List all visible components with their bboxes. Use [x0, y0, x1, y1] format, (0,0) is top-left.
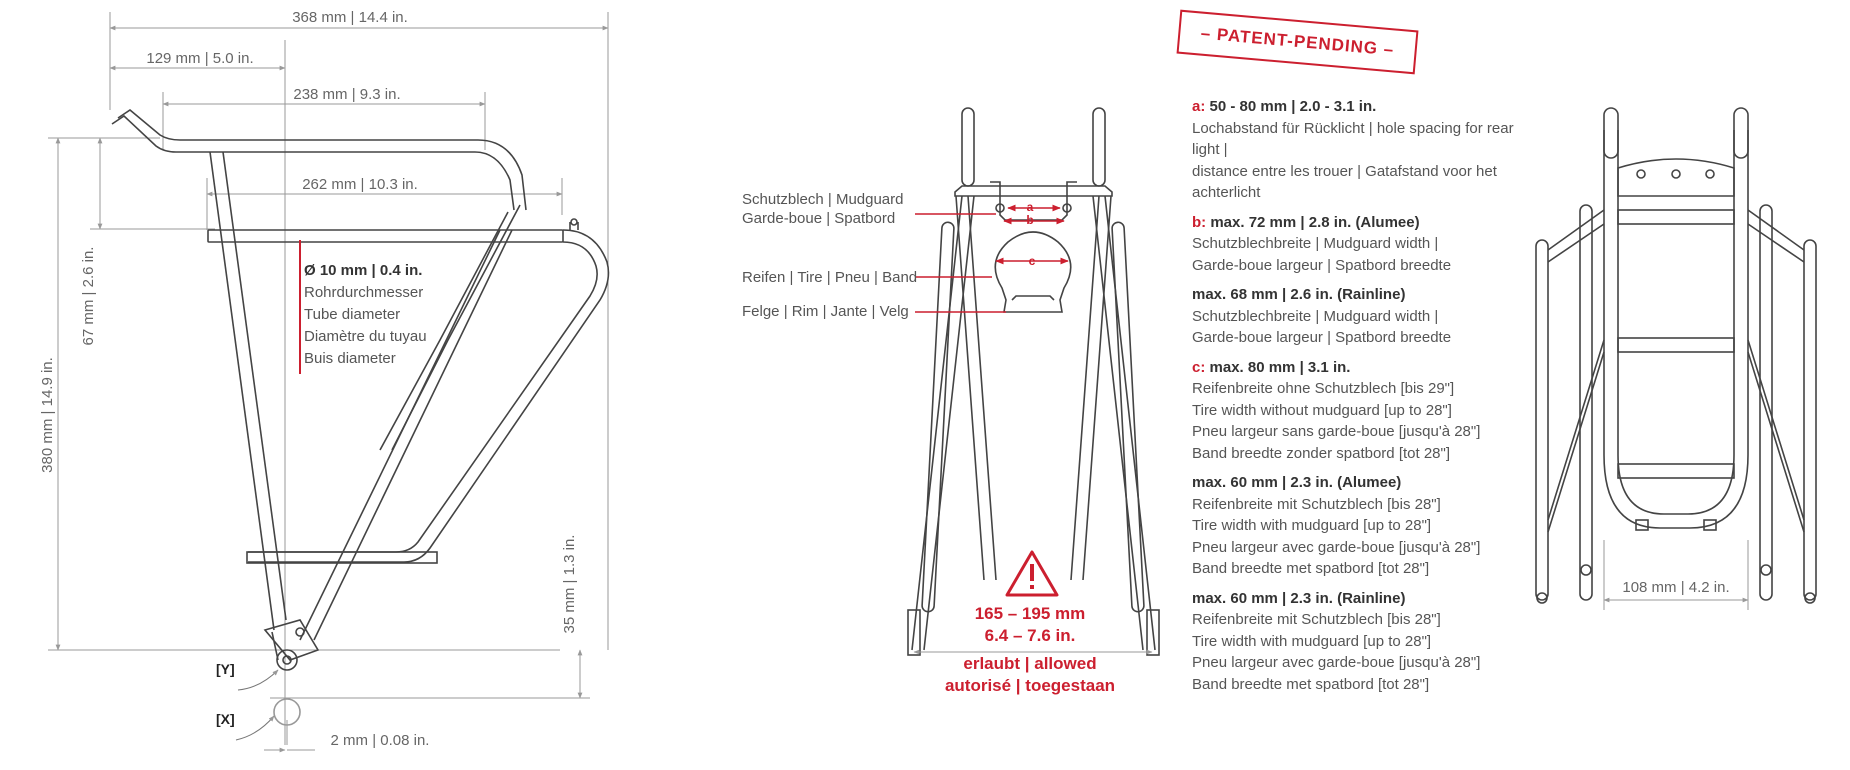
marker-b-label: b — [1026, 213, 1034, 227]
allowed-range-warning — [910, 603, 1150, 697]
spec-title — [1192, 96, 1522, 118]
dim-mid-width-label: 262 mm | 10.3 in. — [302, 176, 418, 193]
spec-title-text: max. 60 mm | 2.3 in. (Rainline) — [1192, 589, 1406, 607]
dim-bottom-offset-label: 2 mm | 0.08 in. — [330, 732, 430, 749]
spec-line: Band breedte zonder spatbord [tot 28"] — [1192, 444, 1451, 462]
marker-c-label: c — [1028, 254, 1036, 268]
dim-top-platform-label: 238 mm | 9.3 in. — [293, 86, 401, 103]
mudguard-label-2: Garde-boue | Spatbord — [742, 210, 896, 227]
side-view-rack-frame — [112, 110, 608, 725]
spec-block — [1192, 284, 1522, 349]
tube-diameter-line: Tube diameter — [304, 306, 401, 323]
spec-key: c: — [1192, 358, 1206, 376]
spec-line: Pneu largeur avec garde-boue [jusqu'à 28"] — [1192, 538, 1481, 556]
spec-title-text: 50 - 80 mm | 2.0 - 3.1 in. — [1205, 98, 1377, 115]
spec-block — [1192, 588, 1522, 696]
spec-title — [1192, 212, 1522, 234]
spec-line: Band breedte met spatbord [tot 28"] — [1192, 675, 1430, 693]
spec-title — [1192, 357, 1522, 379]
dim-top-offset-label: 129 mm | 5.0 in. — [146, 50, 254, 67]
spec-line: distance entre les trouer | Gatafstand voor het achterlicht — [1192, 162, 1497, 201]
tire-label: Reifen | Tire | Pneu | Band — [742, 269, 918, 286]
spec-block — [1192, 357, 1522, 465]
side-view-drawing — [39, 9, 608, 750]
rim-label: Felge | Rim | Jante | Velg — [742, 303, 909, 320]
spec-line: Tire width without mudguard [up to 28"] — [1192, 401, 1452, 419]
tube-diameter-line: Rohrdurchmesser — [304, 284, 424, 301]
dim-top-view-width-label: 108 mm | 4.2 in. — [1622, 579, 1730, 596]
spec-title-text: max. 72 mm | 2.8 in. (Alumee) — [1206, 213, 1420, 231]
spec-line: Garde-boue largeur | Spatbord breedte — [1192, 256, 1452, 274]
marker-y-label: [Y] — [216, 661, 235, 677]
allowed-range-in: 6.4 – 7.6 in. — [984, 626, 1076, 645]
tube-diameter-line: Diamètre du tuyau — [304, 328, 427, 345]
spec-line: Reifenbreite ohne Schutzblech [bis 29"] — [1192, 380, 1455, 397]
spec-line: Pneu largeur sans garde-boue [jusqu'à 28"] — [1192, 423, 1481, 440]
warning-triangle-icon — [1007, 552, 1057, 595]
spec-line: Lochabstand für Rücklicht | hole spacing for rear light | — [1192, 119, 1514, 158]
spec-line: Schutzblechbreite | Mudguard width | — [1192, 307, 1439, 325]
tube-diameter-line: Buis diameter — [304, 350, 396, 367]
spec-title-text: max. 60 mm | 2.3 in. (Alumee) — [1192, 474, 1402, 491]
mudguard-label-1: Schutzblech | Mudguard — [742, 191, 904, 208]
spec-title — [1192, 588, 1522, 610]
dim-height-upper-label: 67 mm | 2.6 in. — [80, 246, 97, 346]
allowed-range-mm: 165 – 195 mm — [974, 604, 1086, 623]
spec-line: Band breedte met spatbord [tot 28"] — [1192, 560, 1430, 577]
spec-title-text: max. 80 mm | 3.1 in. — [1205, 358, 1351, 376]
marker-x-label: [X] — [216, 711, 235, 727]
spec-line: Tire width with mudguard [up to 28"] — [1192, 517, 1432, 534]
spec-line: Schutzblechbreite | Mudguard width | — [1192, 235, 1439, 252]
spec-title — [1192, 472, 1522, 494]
top-view-rack-frame — [1536, 108, 1816, 603]
spec-block — [1192, 472, 1522, 580]
patent-pending-stamp: – PATENT-PENDING – — [1177, 10, 1419, 75]
spec-line: Reifenbreite mit Schutzblech [bis 28"] — [1192, 495, 1441, 513]
spec-title-text: max. 68 mm | 2.6 in. (Rainline) — [1192, 286, 1406, 303]
marker-pointer-lines — [236, 670, 278, 740]
tube-diameter-info — [304, 260, 427, 370]
dim-height-lower-label: 35 mm | 1.3 in. — [561, 534, 578, 634]
spec-key: b: — [1192, 213, 1207, 231]
allowed-label-1: erlaubt | allowed — [963, 654, 1097, 673]
spec-block — [1192, 212, 1522, 277]
spec-line: Pneu largeur avec garde-boue [jusqu'à 28"] — [1192, 654, 1481, 671]
spec-line: Garde-boue largeur | Spatbord breedte — [1192, 329, 1452, 346]
spec-line: Reifenbreite mit Schutzblech [bis 28"] — [1192, 611, 1441, 628]
spec-line: Tire width with mudguard [up to 28"] — [1192, 632, 1432, 650]
dim-height-total-label: 380 mm | 14.9 in. — [39, 357, 56, 473]
spec-title — [1192, 284, 1522, 306]
front-view-drawing — [742, 108, 1159, 655]
dim-top-total-label: 368 mm | 14.4 in. — [292, 9, 408, 26]
specification-panel — [1192, 96, 1522, 703]
top-view-drawing — [1536, 108, 1816, 610]
marker-a-label: a — [1026, 200, 1034, 214]
allowed-label-2: autorisé | toegestaan — [944, 676, 1116, 695]
spec-block — [1192, 96, 1522, 204]
tube-diameter-title: Ø 10 mm | 0.4 in. — [304, 262, 423, 279]
spec-key: a: — [1192, 98, 1206, 115]
